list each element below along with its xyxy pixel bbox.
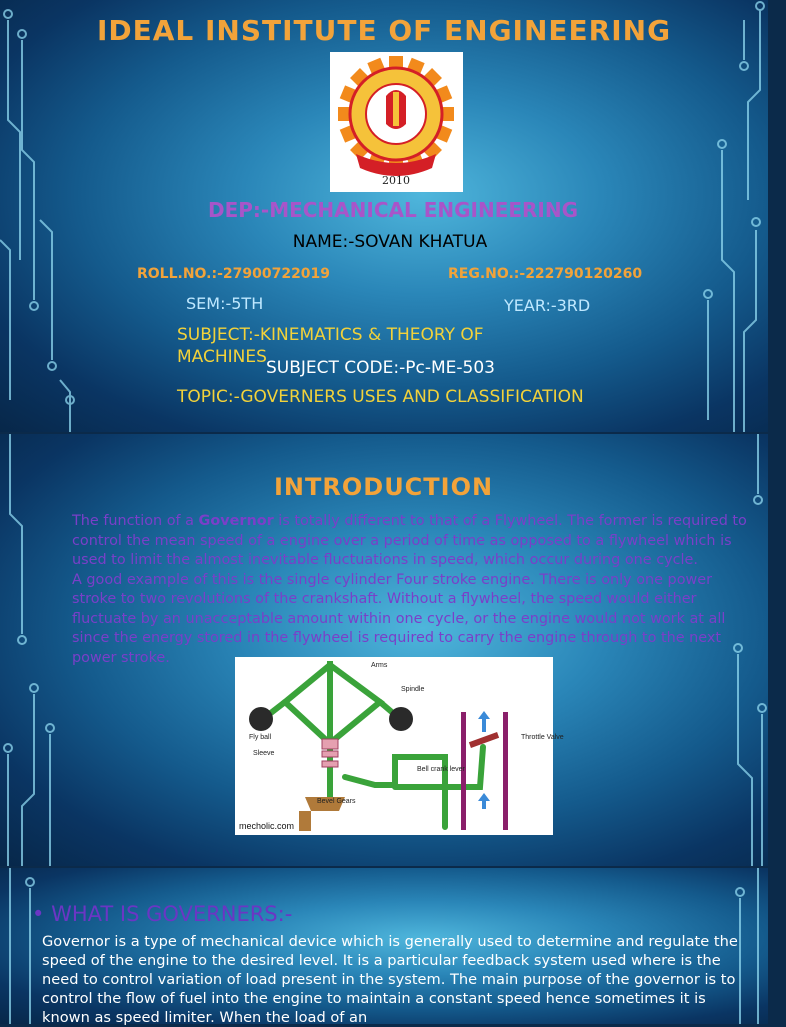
label-spindle: Spindle: [401, 686, 425, 693]
definition-slide: [0, 868, 768, 1024]
institute-title: IDEAL INSTITUTE OF ENGINEERING: [96, 14, 672, 47]
roll-number: ROLL.NO.:-27900722019: [137, 266, 331, 282]
year: YEAR:-3RD: [504, 296, 591, 315]
introduction-slide: [0, 434, 768, 866]
label-fly-ball: Fly ball: [249, 734, 272, 741]
slide-heading: INTRODUCTION: [274, 473, 494, 501]
topic: TOPIC:-GOVERNERS USES AND CLASSIFICATION: [177, 387, 584, 407]
definition-paragraph: Governor is a type of mechanical device which is generally used to determine and regulate the speed of the engine to the desired level. It is a particular feedback system used where is the need to control variation of load present in the system. The main purpose of the governor is to control the flow of fuel into the engine to maintain a constant speed hence sometimes it is known as speed limiter. When the load of an: [42, 933, 738, 1026]
label-throttle: Throttle Valve: [521, 734, 564, 741]
title-slide: [0, 0, 768, 432]
logo-year: 2010: [382, 174, 410, 187]
institute-logo: [330, 52, 463, 192]
label-bell-crank: Bell crank lever: [417, 766, 465, 773]
student-name: NAME:-SOVAN KHATUA: [292, 232, 488, 252]
figure-credit: mecholic.com: [239, 821, 295, 831]
governor-keyword: Governor: [198, 513, 274, 529]
section-heading: • WHAT IS GOVERNERS:-: [32, 902, 293, 926]
label-sleeve: Sleeve: [253, 750, 275, 757]
bullet-mark: •: [32, 902, 45, 926]
governor-diagram: [235, 657, 564, 835]
department: DEP:-MECHANICAL ENGINEERING: [207, 198, 579, 222]
semester: SEM:-5TH: [186, 294, 264, 313]
label-arms: Arms: [371, 662, 388, 669]
intro-paragraph-2: A good example of this is the single cylinder Four stroke engine. There is only one power stroke to two revolutions of the crankshaft. Without a flywheel, the speed would either fluctuate by an unacceptable amount within one cycle, or the engine would not work at all since the energy stored in the flywheel is required to carry the engine through to the next power stroke.: [72, 571, 726, 666]
label-bevel: Bevel Gears: [317, 798, 356, 805]
subject-code: SUBJECT CODE:-Pc-ME-503: [266, 358, 495, 378]
registration-number: REG.NO.:-222790120260: [448, 266, 643, 282]
intro-paragraph: The function of a Governor is totally different to that of a Flywheel. The former is required to control the mean speed of a engine over a period of time as opposed to a flywheel which is used to limit the almost inevitable fluctuations in speed, which occur during one cycle. A good example of this is the single cylinder Four stroke engine. There is only one power stroke to two revolutions of the crankshaft. Without a flywheel, the speed would either fluctuate by an unacceptable amount within one cycle, or the engine would not work at all since the energy stored in the flywheel is required to carry the engine through to the next power stroke.: [72, 513, 747, 666]
subject: SUBJECT:-KINEMATICS & THEORY OF MACHINES: [177, 325, 484, 367]
